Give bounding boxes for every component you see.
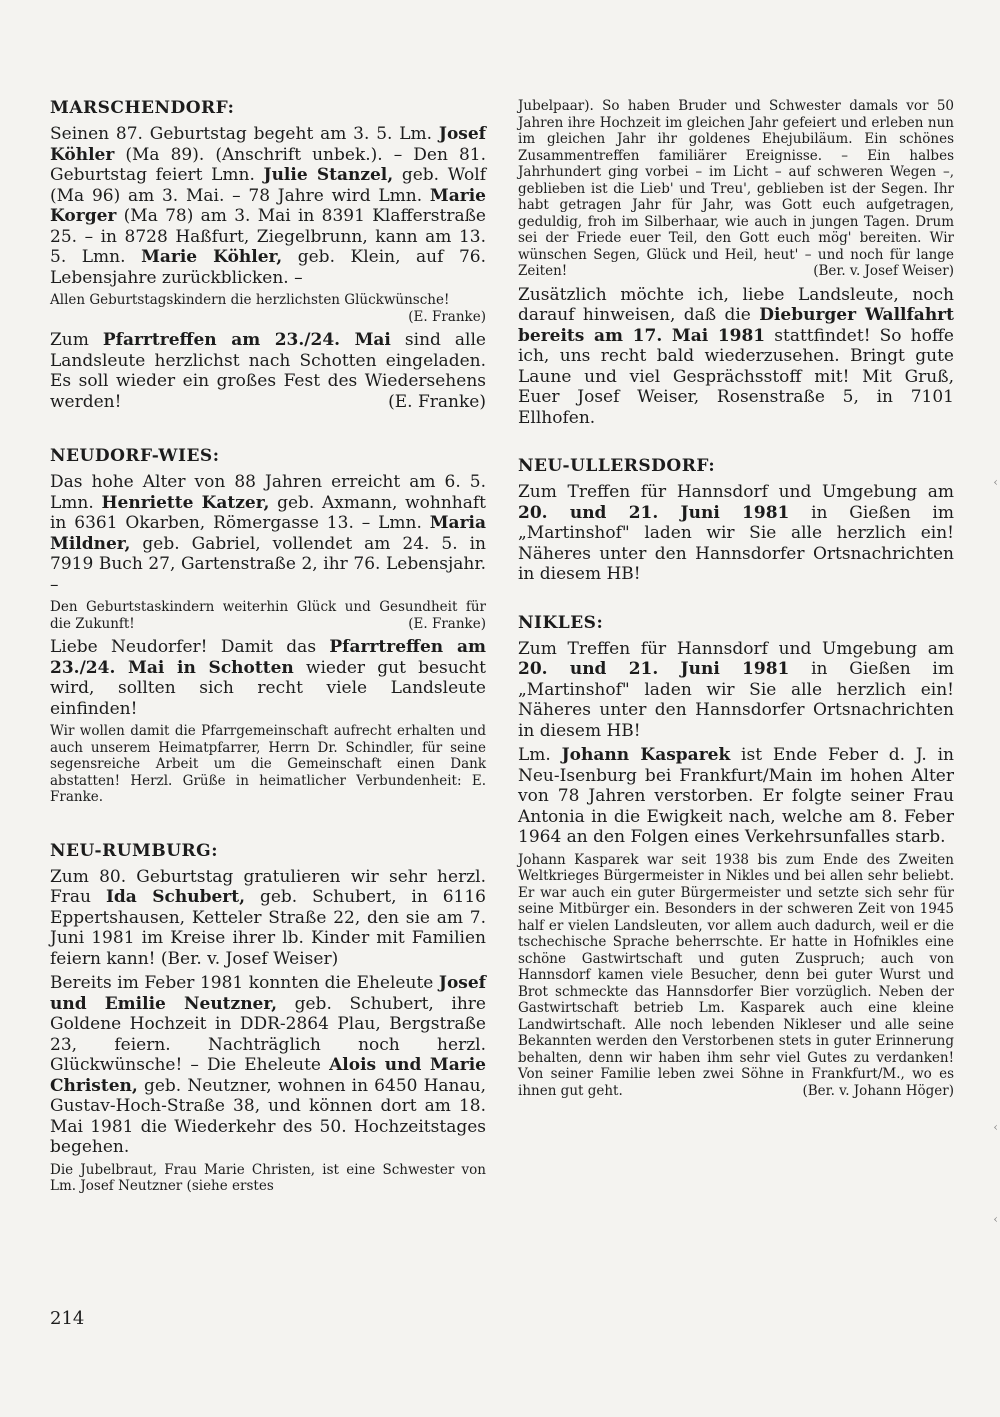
marschendorf-paragraph-2: Zum Pfarrtreffen am 23./24. Mai sind alle Landsleute herzlichst nach Schotten eingeladen. Es soll wieder ein großes Fest des Wiedersehens werden! (E. Franke) (50, 330, 486, 412)
marschendorf-paragraph-1: Seinen 87. Geburtstag begeht am 3. 5. Lm. Josef Köhler (Ma 89). (Anschrift unbek.). – Den 81. Geburtstag feiert Lmn. Julie Stanzel, geb. Wolf (Ma 96) am 3. Mai. – 78 Jahre wird Lmn. Marie Korger (Ma 78) am 3. Mai in 8391 Klafferstraße 25. – in 8728 Haßfurt, Ziegelbrunn, kann am 13. 5. Lmn. Marie Köhler, geb. Klein, auf 76. Lebensjahre zurückblicken. – (50, 124, 486, 288)
bold-name: Ida Schubert, (105, 887, 246, 907)
bold-name: Josef und Emilie Neutzner, (50, 973, 486, 1014)
dieburg-paragraph: Zusätzlich möchte ich, liebe Landsleute, noch darauf hinweisen, daß die Dieburger Wallfahrt bereits am 17. Mai 1981 stattfindet! So hoffe ich, uns recht bald wiederzusehen. Bringt gute Laune und viel Gesprächsstoff mit! Mit Gruß, Euer Josef Weiser, Rosenstraße 5, in 7101 Ellhofen. (518, 284, 954, 428)
neudorf-note-1: Den Geburtstaskindern weiterhin Glück und Gesundheit für die Zukunft! (E. Franke) (50, 599, 486, 632)
credit: (E. Franke) (408, 615, 486, 632)
nikles-paragraph-1: Zum Treffen für Hannsdorf und Umgebung am 20. und 21. Juni 1981 in Gießen im „Martinshof" laden wir Sie alle herzlich ein! Näheres unter den Hannsdorfer Ortsnachrichten in diesem HB! (518, 638, 954, 741)
bold-name: Alois und Marie Christen, (50, 1055, 486, 1096)
page-number: 214 (50, 1308, 85, 1329)
bold-name: 20. und 21. Juni 1981 (518, 659, 790, 679)
bold-name: Dieburger Wallfahrt bereits am 17. Mai 1981 (518, 305, 954, 346)
bold-name: Pfarrtreffen am 23./24. Mai in Schotten (50, 637, 486, 678)
credit: (E. Franke) (408, 308, 486, 325)
nikles-paragraph-2: Lm. Johann Kasparek ist Ende Feber d. J. in Neu-Isenburg bei Frankfurt/Main im hohen Alter von 78 Jahren verstorben. Er folgte seiner Frau Antonia in die Ewigkeit nach, welche am 8. Feber 1964 an den Folgen eines Verkehrsunfalles starb. (518, 745, 954, 847)
right-column (518, 98, 954, 1104)
bold-name: Johann Kasparek (561, 745, 731, 765)
bold-name: 20. und 21. Juni 1981 (518, 502, 790, 523)
neudorf-paragraph-1: Das hohe Alter von 88 Jahren erreicht am 6. 5. Lmn. Henriette Katzer, geb. Axmann, wohnhaft in 6361 Okarben, Römergasse 13. – Lmn. Maria Mildner, geb. Gabriel, vollendet am 24. 5. in 7919 Buch 27, Gartenstraße 2, ihr 76. Lebensjahr. – (50, 472, 486, 595)
margin-mark: ‹ (993, 1120, 998, 1134)
neurumburg-note: Die Jubelbraut, Frau Marie Christen, ist eine Schwester von Lm. Josef Neutzner (siehe erstes (50, 1161, 486, 1194)
bold-name: Julie Stanzel, (263, 165, 394, 185)
section-heading-neu-rumburg: NEU-RUMBURG: (50, 840, 218, 861)
bold-name: Josef Köhler (50, 124, 486, 165)
section-heading-nikles: NIKLES: (518, 612, 604, 633)
continued-note: Jubelpaar). So haben Bruder und Schwester damals vor 50 Jahren ihre Hochzeit im gleichen Jahr gefeiert und erleben nun im gleichen Jahr ihr goldenes Ehejubiläum. Ein schönes Zusammentreffen familiärer Ereignisse. – Ein halbes Jahrhundert ging vorbei – im Licht – auf schweren Wegen –, geblieben ist die Lieb' und Treu', geblieben ist der Segen. Ihr habt getragen Jahr für Jahr, was Gott euch aufgetragen, geduldig, froh im Silberhaar, wie auch in jungen Tagen. Drum sei der Friede euer Teil, den Gott euch mög' bereiten. Wir wünschen Segen, Glück und Heil, heut' – und noch für lange Zeiten! (Ber. v. Josef Weiser) (518, 98, 954, 279)
bold-name: Pfarrtreffen am 23./24. Mai (102, 330, 391, 350)
section-heading-neudorf-wies: NEUDORF-WIES: (50, 446, 220, 466)
neurumburg-paragraph-1: Zum 80. Geburtstag gratulieren wir sehr herzl. Frau Ida Schubert, geb. Schubert, in 6116 Eppertshausen, Ketteler Straße 22, den sie am 7. Juni 1981 im Kreise ihrer lb. Kinder mit Familien feiern kann! (Ber. v. Josef Weiser) (50, 866, 486, 969)
neuullersdorf-paragraph: Zum Treffen für Hannsdorf und Umgebung am 20. und 21. Juni 1981 in Gießen im „Martinshof" laden wir Sie alle herzlich ein! Näheres unter den Hannsdorfer Ortsnachrichten in diesem HB! (518, 482, 954, 584)
section-heading-marschendorf: MARSCHENDORF: (50, 98, 235, 118)
marschendorf-note: Allen Geburtstagskindern die herzlichsten Glückwünsche! (E. Franke) (50, 292, 486, 325)
margin-mark: ‹ (993, 475, 998, 489)
left-column (50, 98, 486, 1200)
bold-name: Marie Köhler, (141, 247, 283, 267)
nikles-note: Johann Kasparek war seit 1938 bis zum Ende des Zweiten Weltkrieges Bürgermeister in Nikles und bei allen sehr beliebt. Er war auch ein guter Bürgermeister und setzte sich sehr für seine Mitbürger ein. Besonders in der schweren Zeit von 1945 half er vielen Landsleuten, vor allem auch dadurch, weil er die tschechische Sprache beherrschte. Er hatte in Hofnikles eine schöne Gastwirtschaft und guten Zuspruch; auch von Hannsdorf kamen viele Besucher, denn bei guter Wurst und Brot schmeckte das Hannsdorfer Bier vorzüglich. Neben der Gastwirtschaft betrieb Lm. Kasparek auch eine kleine Landwirtschaft. Alle noch lebenden Nikleser und alle seine Bekannten werden den Verstorbenen stets in guter Erinnerung behalten, denn wir haben ihm sehr viel Gutes zu verdanken! Von seiner Familie leben zwei Söhne in Frankfurt/M., wo es ihnen gut geht. (Ber. v. Johann Höger) (518, 851, 954, 1099)
bold-name: Henriette Katzer, (101, 492, 270, 513)
neudorf-note-2: Wir wollen damit die Pfarrgemeinschaft aufrecht erhalten und auch unserem Heimatpfarrer, Herrn Dr. Schindler, für seine segensreiche Arbeit um die Gemeinschaft einen Dank abstatten! Herzl. Grüße in heimatlicher Verbundenheit: E. Franke. (50, 723, 486, 805)
section-heading-neu-ullersdorf: NEU-ULLERSDORF: (518, 456, 716, 476)
credit: (Ber. v. Josef Weiser) (813, 263, 954, 279)
neudorf-paragraph-2: Liebe Neudorfer! Damit das Pfarrtreffen am 23./24. Mai in Schotten wieder gut besucht wird, sollten sich recht viele Landsleute einfinden! (50, 637, 486, 719)
credit: (E. Franke) (388, 391, 486, 412)
bold-name: Maria Mildner, (50, 513, 486, 554)
margin-mark: ‹ (993, 1212, 998, 1226)
neurumburg-paragraph-2: Bereits im Feber 1981 konnten die Eheleute Josef und Emilie Neutzner, geb. Schubert, ihre Goldene Hochzeit in DDR-2864 Plau, Bergstraße 23, feiern. Nachträglich noch herzl. Glückwünsche! – Die Eheleute Alois und Marie Christen, geb. Neutzner, wohnen in 6450 Hanau, Gustav-Hoch-Straße 38, und können dort am 18. Mai 1981 die Wiederkehr des 50. Hochzeitstages begehen. (50, 973, 486, 1157)
credit: (Ber. v. Johann Höger) (802, 1082, 954, 1099)
bold-name: Marie Korger (50, 185, 486, 226)
